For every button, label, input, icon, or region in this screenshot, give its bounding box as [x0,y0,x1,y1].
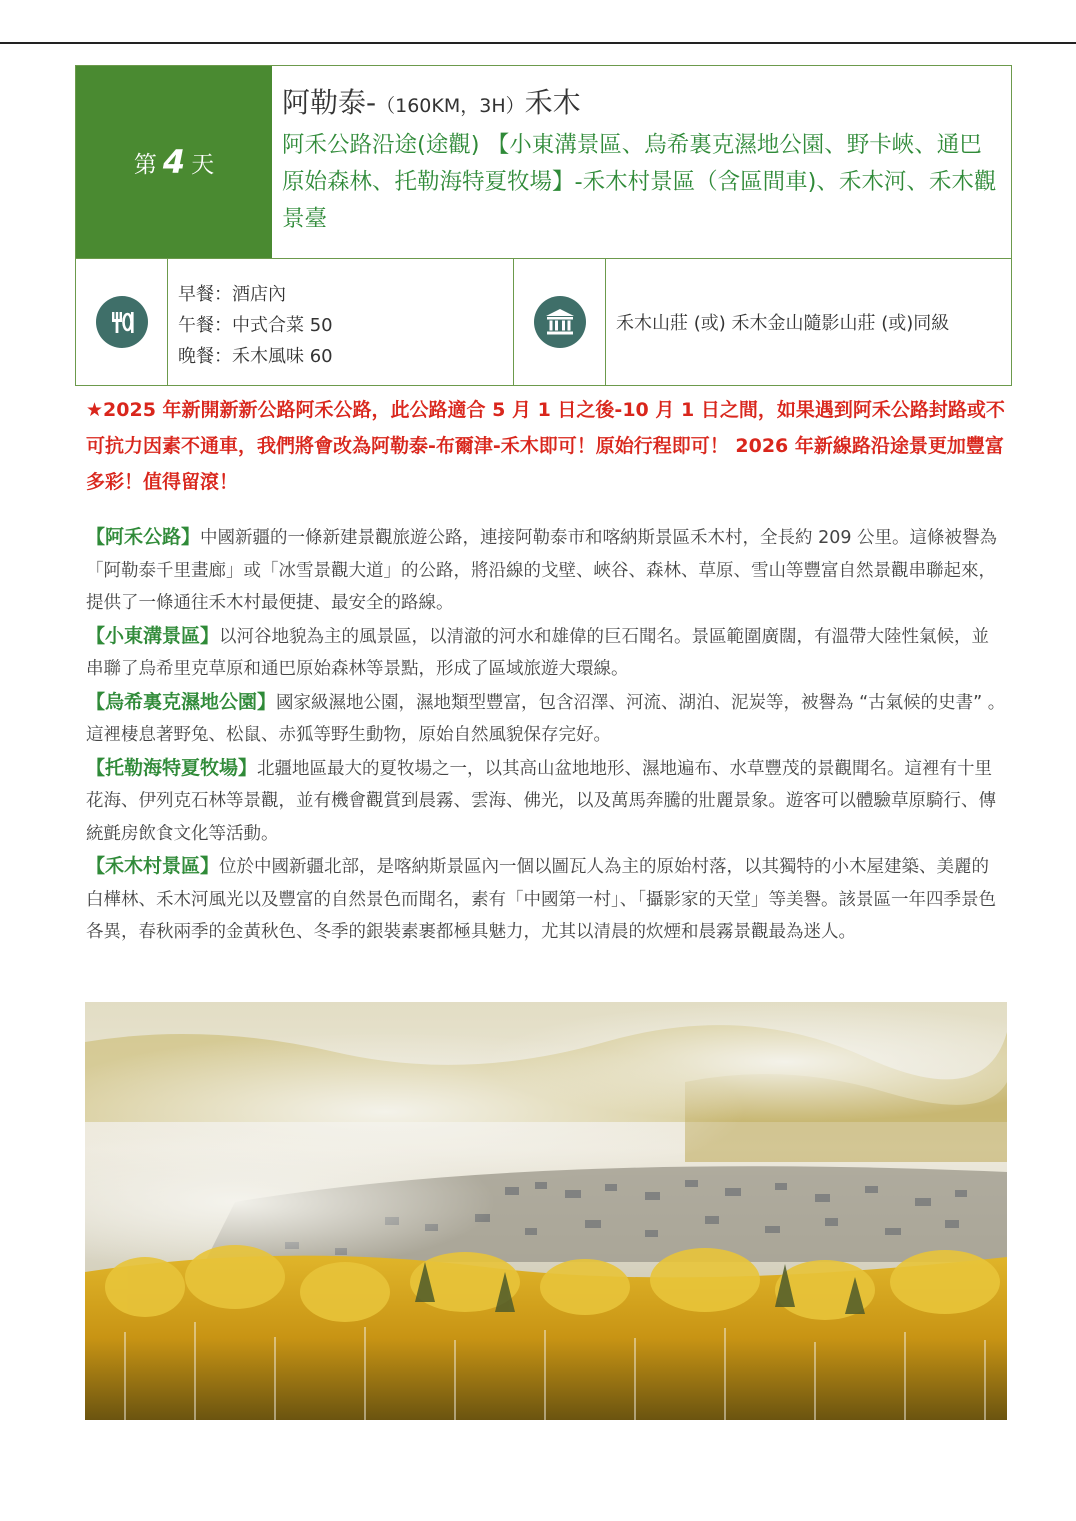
section-text: 中國新疆的一條新建景觀旅遊公路，連接阿勒泰市和喀納斯景區禾木村，全長約 209 公里。這條被譽為「阿勒泰千里畫廊」或「冰雪景觀大道」的公路，將沿線的戈壁、峽谷、森林、草原、雪山等豐富自然景觀串聯起來，提供了一條通往禾木村最便捷、最安全的路線。 [86,528,998,613]
hemu-village-photo [85,1002,1007,1420]
section-tuolehaite-pasture [86,752,1006,851]
section-xiaodonggou [86,620,1006,686]
route-distance: （160KM，3H） [376,95,525,117]
section-heading: 【禾木村景區】 [86,855,220,877]
attraction-descriptions [86,521,1006,949]
route-title [282,84,997,125]
day-suffix: 天 [191,151,215,178]
section-text: 以河谷地貌為主的風景區，以清澈的河水和雄偉的巨石聞名。景區範圍廣闊，有溫帶大陸性氣候，並串聯了烏希里克草原和通巴原始森林等景點，形成了區域旅遊大環線。 [86,626,990,679]
section-hemu-village [86,850,1006,949]
route-to: 禾木 [524,86,581,119]
section-heading: 【托勒海特夏牧場】 [86,756,258,779]
route-sightseeing: 阿禾公路沿途(途觀) 【小東溝景區、烏希裏克濕地公園、野卡峽、通巴原始森林、托勒海特夏牧場】-禾木村景區（含區間車)、禾木河、禾木觀景臺 [282,132,997,232]
day-label [76,66,272,258]
route-info [272,66,1011,258]
route-from: 阿勒泰- [282,86,377,119]
section-text: 位於中國新疆北部，是喀納斯景區內一個以圖瓦人為主的原始村落，以其獨特的小木屋建築、美麗的白樺林、禾木河風光以及豐富的自然景色而聞名，素有「中國第一村」、「攝影家的天堂」等美譽。該景區一年四季景色各異，春秋兩季的金黃秋色、冬季的銀裝素裹都極具魅力，尤其以清晨的炊煙和晨霧景觀最為迷人。 [86,857,996,942]
meals-hotel-row [75,258,1012,386]
section-heading: 【小東溝景區】 [86,624,220,647]
section-heading: 【阿禾公路】 [86,526,201,548]
meals-list [168,259,514,385]
section-ahe-highway [86,521,1006,620]
route-notice: ★2025 年新開新新公路阿禾公路，此公路適合 5 月 1 日之後-10 月 1 日之間，如果遇到阿禾公路封路或不可抗力因素不通車，我們將會改為阿勒泰-布爾津-禾木即可！原始行程即可！ 2026 年新線路沿途景更加豐富多彩！值得留滾！ [86,399,1005,493]
hotel-icon-cell [514,259,606,385]
day-header [75,65,1012,259]
meal-lunch: 午餐：中式合菜 50 [178,315,333,336]
top-divider [0,42,1076,44]
section-text: 國家級濕地公園，濕地類型豐富，包含沼澤、河流、湖泊、泥炭等，被譽為 “古氣候的史書” 。這裡棲息著野兔、松鼠、赤狐等野生動物，原始自然風貌保存完好。 [86,692,1006,745]
meal-breakfast: 早餐：酒店內 [178,284,286,305]
meal-dinner: 晚餐：禾木風味 60 [178,346,333,367]
hotel-info: 禾木山莊 (或) 禾木金山隨影山莊 (或)同級 [616,313,950,334]
section-text: 北疆地區最大的夏牧場之一，以其高山盆地地形、濕地遍布、水草豐茂的景觀聞名。這裡有十里花海、伊列克石林等景觀，並有機會觀賞到晨霧、雲海、佛光，以及萬馬奔騰的壯麗景象。遊客可以體驗草原騎行、傳統氈房飲食文化等活動。 [86,758,996,844]
meal-icon-cell [76,259,168,385]
section-wuxilike-wetland [86,686,1006,752]
building-icon [534,296,586,348]
section-heading: 【烏希裏克濕地公園】 [86,690,277,713]
day-number: 4 [162,143,186,181]
utensils-icon [96,296,148,348]
day-prefix: 第 [133,151,157,178]
